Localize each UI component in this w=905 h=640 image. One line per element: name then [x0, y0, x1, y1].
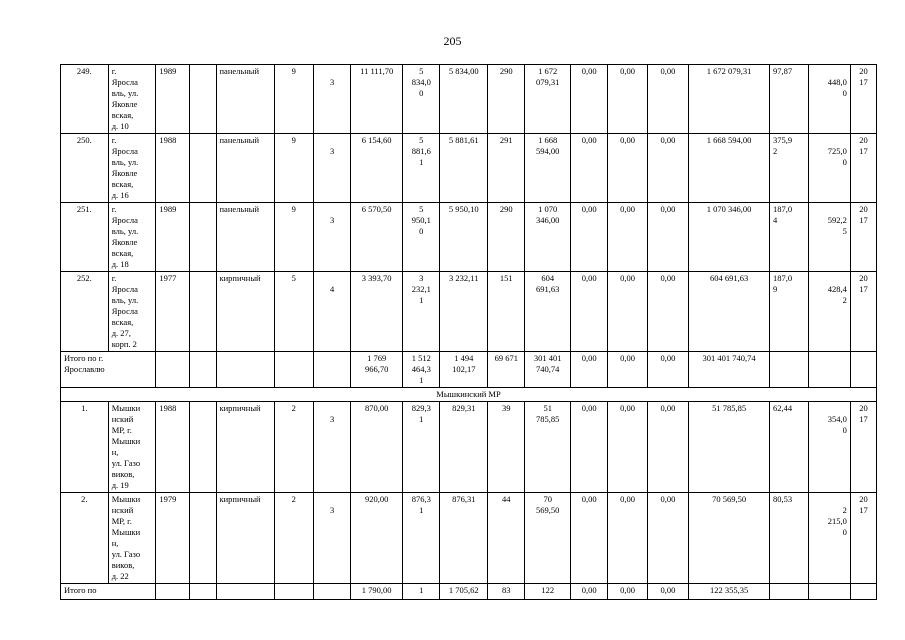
cell-entrances: 3 — [313, 65, 350, 134]
cell-cost-total: 1 070 346,00 — [525, 203, 571, 272]
cell-floors: 9 — [274, 203, 313, 272]
cell-f4: 1 668 594,00 — [689, 134, 770, 203]
cell-area-total: 6 154,60 — [351, 134, 403, 203]
empty-cell — [156, 584, 189, 600]
cell-empty1 — [189, 272, 216, 352]
cell-f3: 0,00 — [647, 134, 688, 203]
cell-year: 1979 — [156, 493, 189, 584]
empty-cell — [189, 584, 216, 600]
cell-num: 1. — [61, 402, 109, 493]
table-row — [61, 65, 877, 134]
cell-c1: 187,0 4 — [770, 203, 809, 272]
empty-cell — [274, 584, 313, 600]
cell-area-b: 5 834,00 — [440, 65, 488, 134]
empty-cell — [156, 352, 189, 388]
cell-residents: 151 — [488, 272, 525, 352]
empty-cell — [850, 584, 876, 600]
cell-area-b: 5 950,10 — [440, 203, 488, 272]
cell-address: Мышки нский МР, г. Мышки н, ул. Газо виков, д. 22 — [108, 493, 156, 584]
cell-c2: 448,0 0 — [809, 65, 850, 134]
cell-area-a: 5 950,1 0 — [403, 203, 440, 272]
total-f4: 122 355,35 — [689, 584, 770, 600]
table-row — [61, 402, 877, 493]
total-f4: 301 401 740,74 — [689, 352, 770, 388]
cell-year: 1988 — [156, 402, 189, 493]
register-table — [60, 64, 877, 600]
cell-address: Мышки нский МР, г. Мышки н, ул. Газо виков, д. 19 — [108, 402, 156, 493]
cell-address: г. Яросла вль, ул. Яковле вская, д. 10 — [108, 65, 156, 134]
cell-f2: 0,00 — [608, 272, 647, 352]
cell-c1: 375,9 2 — [770, 134, 809, 203]
cell-residents: 291 — [488, 134, 525, 203]
total-area-b: 1 494 102,17 — [440, 352, 488, 388]
cell-c2: 428,4 2 — [809, 272, 850, 352]
cell-cost-total: 604 691,63 — [525, 272, 571, 352]
cell-f3: 0,00 — [647, 272, 688, 352]
empty-cell — [850, 352, 876, 388]
cell-year: 1989 — [156, 65, 189, 134]
total-row — [61, 584, 877, 600]
cell-area-b: 3 232,11 — [440, 272, 488, 352]
cell-f2: 0,00 — [608, 134, 647, 203]
empty-cell — [189, 352, 216, 388]
cell-residents: 290 — [488, 65, 525, 134]
cell-f1: 0,00 — [571, 272, 608, 352]
cell-address: г. Яросла вль, ул. Яросла вская, д. 27, корп. 2 — [108, 272, 156, 352]
section-title: Мышкинский МР — [61, 388, 877, 402]
cell-floors: 9 — [274, 65, 313, 134]
cell-residents: 290 — [488, 203, 525, 272]
cell-year-end: 20 17 — [850, 402, 876, 493]
cell-entrances: 3 — [313, 402, 350, 493]
cell-cost-total: 70 569,50 — [525, 493, 571, 584]
total-cost-total: 301 401 740,74 — [525, 352, 571, 388]
cell-cost-total: 1 668 594,00 — [525, 134, 571, 203]
cell-area-b: 876,31 — [440, 493, 488, 584]
total-residents: 69 671 — [488, 352, 525, 388]
total-area-total: 1 769 966,70 — [351, 352, 403, 388]
table-row — [61, 203, 877, 272]
section-row — [61, 388, 877, 402]
empty-cell — [809, 584, 850, 600]
cell-entrances: 3 — [313, 134, 350, 203]
cell-year-end: 20 17 — [850, 272, 876, 352]
cell-num: 2. — [61, 493, 109, 584]
cell-area-a: 876,3 1 — [403, 493, 440, 584]
table-row — [61, 493, 877, 584]
empty-cell — [770, 352, 809, 388]
cell-material: кирпичный — [216, 272, 274, 352]
cell-c2: 725,0 0 — [809, 134, 850, 203]
total-row — [61, 352, 877, 388]
cell-f4: 1 672 079,31 — [689, 65, 770, 134]
cell-area-b: 5 881,61 — [440, 134, 488, 203]
cell-num: 250. — [61, 134, 109, 203]
cell-area-total: 920,00 — [351, 493, 403, 584]
cell-num: 249. — [61, 65, 109, 134]
cell-year: 1989 — [156, 203, 189, 272]
page-number: 205 — [443, 34, 462, 48]
total-f3: 0,00 — [647, 352, 688, 388]
cell-f2: 0,00 — [608, 203, 647, 272]
total-f1: 0,00 — [571, 584, 608, 600]
cell-area-a: 5 881,6 1 — [403, 134, 440, 203]
table-row — [61, 134, 877, 203]
cell-f1: 0,00 — [571, 402, 608, 493]
cell-f4: 51 785,85 — [689, 402, 770, 493]
cell-empty1 — [189, 203, 216, 272]
cell-empty1 — [189, 493, 216, 584]
total-label: Итого по г. Ярославлю — [61, 352, 156, 388]
cell-f2: 0,00 — [608, 65, 647, 134]
cell-material: панельный — [216, 134, 274, 203]
cell-empty1 — [189, 134, 216, 203]
cell-cost-total: 1 672 079,31 — [525, 65, 571, 134]
cell-c1: 62,44 — [770, 402, 809, 493]
cell-f3: 0,00 — [647, 493, 688, 584]
cell-address: г. Яросла вль, ул. Яковле вская, д. 18 — [108, 203, 156, 272]
cell-area-total: 870,00 — [351, 402, 403, 493]
total-f3: 0,00 — [647, 584, 688, 600]
cell-area-total: 11 111,70 — [351, 65, 403, 134]
cell-num: 251. — [61, 203, 109, 272]
cell-f4: 604 691,63 — [689, 272, 770, 352]
cell-material: кирпичный — [216, 493, 274, 584]
cell-f2: 0,00 — [608, 402, 647, 493]
cell-entrances: 3 — [313, 203, 350, 272]
cell-entrances: 3 — [313, 493, 350, 584]
cell-address: г. Яросла вль, ул. Яковле вская, д. 16 — [108, 134, 156, 203]
cell-num: 252. — [61, 272, 109, 352]
cell-material: кирпичный — [216, 402, 274, 493]
empty-cell — [313, 352, 350, 388]
cell-c2: 2 215,0 0 — [809, 493, 850, 584]
cell-f1: 0,00 — [571, 65, 608, 134]
empty-cell — [274, 352, 313, 388]
cell-area-a: 829,3 1 — [403, 402, 440, 493]
cell-entrances: 4 — [313, 272, 350, 352]
cell-empty1 — [189, 65, 216, 134]
empty-cell — [809, 352, 850, 388]
cell-c1: 187,0 9 — [770, 272, 809, 352]
cell-c2: 592,2 5 — [809, 203, 850, 272]
total-label: Итого по — [61, 584, 156, 600]
empty-cell — [313, 584, 350, 600]
total-area-total: 1 790,00 — [351, 584, 403, 600]
cell-floors: 5 — [274, 272, 313, 352]
cell-f3: 0,00 — [647, 402, 688, 493]
cell-year-end: 20 17 — [850, 493, 876, 584]
empty-cell — [216, 584, 274, 600]
cell-floors: 2 — [274, 493, 313, 584]
total-area-a: 1 512 464,3 1 — [403, 352, 440, 388]
cell-year-end: 20 17 — [850, 65, 876, 134]
total-cost-total: 122 — [525, 584, 571, 600]
cell-f3: 0,00 — [647, 65, 688, 134]
cell-f4: 70 569,50 — [689, 493, 770, 584]
cell-floors: 9 — [274, 134, 313, 203]
table-row — [61, 272, 877, 352]
cell-area-b: 829,31 — [440, 402, 488, 493]
empty-cell — [770, 584, 809, 600]
cell-year: 1977 — [156, 272, 189, 352]
cell-f1: 0,00 — [571, 134, 608, 203]
total-area-a: 1 — [403, 584, 440, 600]
cell-area-total: 6 570,50 — [351, 203, 403, 272]
total-f2: 0,00 — [608, 352, 647, 388]
cell-f2: 0,00 — [608, 493, 647, 584]
cell-f3: 0,00 — [647, 203, 688, 272]
cell-empty1 — [189, 402, 216, 493]
cell-cost-total: 51 785,85 — [525, 402, 571, 493]
cell-year-end: 20 17 — [850, 203, 876, 272]
cell-residents: 44 — [488, 493, 525, 584]
total-area-b: 1 705,62 — [440, 584, 488, 600]
cell-c1: 97,87 — [770, 65, 809, 134]
cell-area-total: 3 393,70 — [351, 272, 403, 352]
cell-area-a: 5 834,0 0 — [403, 65, 440, 134]
cell-material: панельный — [216, 65, 274, 134]
cell-year-end: 20 17 — [850, 134, 876, 203]
total-f1: 0,00 — [571, 352, 608, 388]
empty-cell — [216, 352, 274, 388]
cell-f1: 0,00 — [571, 203, 608, 272]
cell-f4: 1 070 346,00 — [689, 203, 770, 272]
cell-material: панельный — [216, 203, 274, 272]
total-residents: 83 — [488, 584, 525, 600]
cell-residents: 39 — [488, 402, 525, 493]
total-f2: 0,00 — [608, 584, 647, 600]
cell-c2: 354,0 0 — [809, 402, 850, 493]
cell-year: 1988 — [156, 134, 189, 203]
cell-area-a: 3 232,1 1 — [403, 272, 440, 352]
cell-floors: 2 — [274, 402, 313, 493]
cell-c1: 80,53 — [770, 493, 809, 584]
cell-f1: 0,00 — [571, 493, 608, 584]
